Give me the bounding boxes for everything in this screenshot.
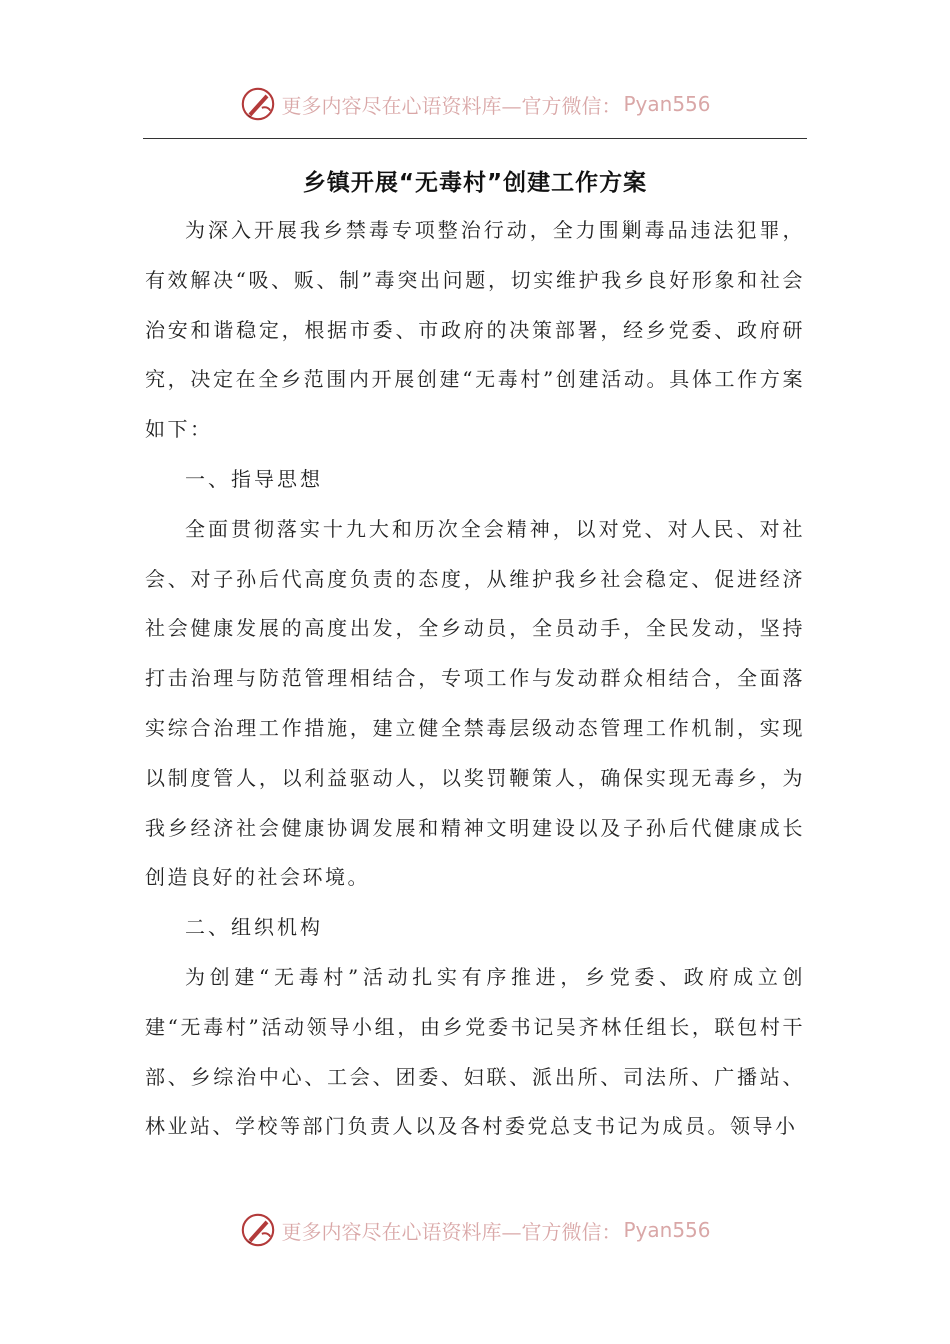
watermark-text: 更多内容尽在心语资料库—官方微信： <box>281 1219 622 1244</box>
document-body <box>145 206 805 1152</box>
header-watermark <box>0 84 950 124</box>
watermark-wechat-id: Pyan556 <box>623 1218 711 1242</box>
guiding-ideology-paragraph: 全面贯彻落实十九大和历次全会精神，以对党、对人民、对社会、对子孙后代高度负责的态度，从维护我乡社会稳定、促进经济社会健康发展的高度出发，全乡动员，全员动手，全民发动，坚持打击治理与防范管理相结合，专项工作与发动群众相结合，全面落实综合治理工作措施，建立健全禁毒层级动态管理工作机制，实现以制度管人，以利益驱动人，以奖罚鞭策人，确保实现无毒乡，为我乡经济社会健康协调发展和精神文明建设以及子孙后代健康成长创造良好的社会环境。 <box>145 516 805 890</box>
intro-paragraph: 为深入开展我乡禁毒专项整治行动，全力围剿毒品违法犯罪，有效解决“吸、贩、制”毒突出问题，切实维护我乡良好形象和社会治安和谐稳定，根据市委、市政府的决策部署，经乡党委、政府研究，决定在全乡范围内开展创建“无毒村”创建活动。具体工作方案如下： <box>145 218 805 442</box>
pen-logo-icon <box>239 1211 277 1249</box>
header-divider <box>143 138 807 139</box>
watermark-wechat-id: Pyan556 <box>623 92 711 116</box>
footer-watermark <box>0 1210 950 1250</box>
document-title: 乡镇开展“无毒村”创建工作方案 <box>302 170 648 196</box>
watermark-text: 更多内容尽在心语资料库—官方微信： <box>281 93 622 118</box>
section-heading-organization: 二、组织机构 <box>185 915 323 940</box>
pen-logo-icon <box>239 85 277 123</box>
section-heading-guiding-ideology: 一、指导思想 <box>185 466 323 491</box>
organization-paragraph: 为创建“无毒村”活动扎实有序推进，乡党委、政府成立创建“无毒村”活动领导小组，由乡党委书记吴齐林任组长，联包村干部、乡综治中心、工会、团委、妇联、派出所、司法所、广播站、林业站、学校等部门负责人以及各村委党总支书记为成员。领导小 <box>145 964 805 1139</box>
